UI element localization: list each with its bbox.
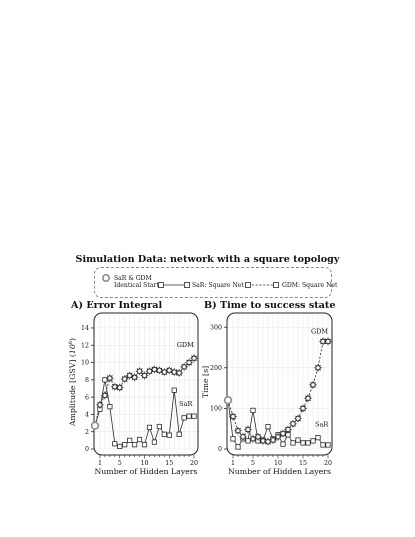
series-annotation-sar: SaR [179,399,193,408]
series-annotation-gdm: GDM [176,340,194,349]
gdm-data-point [151,366,157,372]
legend-gdm-label: GDM: Square Net [282,281,338,289]
sar-data-point [231,437,235,441]
sar-data-point [251,408,255,412]
sar-data-point [118,444,122,448]
y-axis-label-exponent: 6 [68,340,74,345]
sar-data-point [113,442,117,446]
gdm-data-point [255,434,261,440]
sar-data-point [162,432,166,436]
x-tick-label: 10 [273,460,283,467]
sar-data-point [306,441,310,445]
panel-a-error-integral [68,313,198,476]
y-axis-label-close: ) [68,337,77,341]
gdm-data-point [136,368,142,374]
y-tick-label: 0 [84,446,89,454]
sar-data-point [296,438,300,442]
sar-data-point [127,438,131,442]
gdm-data-point [295,415,301,421]
gdm-data-point [235,428,241,434]
x-tick-label: 15 [165,460,174,467]
y-tick-label: 14 [80,325,89,333]
gdm-data-point [275,434,281,440]
plot-frame [94,313,198,455]
x-tick-label: 1 [97,460,102,467]
gdm-data-point [300,405,306,411]
x-tick-label: 20 [323,460,333,467]
y-tick-label: 4 [84,411,89,419]
sar-data-point [321,443,325,447]
panel-b-title: B) Time to success state [204,300,336,311]
sar-data-point [246,439,250,443]
y-tick-label: 12 [80,342,89,350]
gdm-data-point [315,365,321,371]
sar-data-point [147,425,151,429]
sar-data-point [281,442,285,446]
x-tick-label: 10 [140,460,149,467]
gdm-data-point [117,384,123,390]
gdm-data-point [131,374,137,380]
y-tick-label: 2 [84,428,89,436]
sar-data-point [123,442,127,446]
x-tick-label: 5 [250,460,256,467]
x-axis-label: Number of Hidden Layers [227,467,332,476]
y-axis-label-main: Amplitude [GSV] ( [68,354,77,427]
gdm-data-point [245,426,251,432]
y-axis-label [201,366,210,398]
gdm-data-point [181,364,187,370]
gdm-data-point [171,369,177,375]
x-axis-label: Number of Hidden Layers [94,467,198,476]
sar-data-point [266,424,270,428]
gdm-data-point [240,434,246,440]
gdm-data-point [102,392,108,398]
gdm-data-point [305,395,311,401]
sar-data-point [108,404,112,408]
sar-data-point [291,441,295,445]
y-tick-label: 300 [209,324,222,332]
gdm-data-point [191,355,197,361]
sar-data-point [177,432,181,436]
panel-b-time-to-success [201,313,332,476]
gdm-data-point [107,375,113,381]
gdm-data-point [280,430,286,436]
x-tick-label: 1 [230,460,236,467]
sar-data-point [157,424,161,428]
gdm-data-point [230,413,236,419]
gdm-data-point [310,382,316,388]
start-point-marker [225,397,232,404]
sar-data-point [182,416,186,420]
y-tick-label: 200 [209,364,222,372]
gdm-data-point [285,426,291,432]
series-annotation-sar: SaR [315,420,329,429]
sar-data-point [142,442,146,446]
y-tick-label: 8 [84,377,89,385]
sar-data-point [172,388,176,392]
start-point-marker [92,422,99,429]
gdm-data-point [260,438,266,444]
sar-data-point [152,440,156,444]
gdm-data-point [270,437,276,443]
y-tick-label: 10 [80,359,89,367]
sar-data-point [137,437,141,441]
gdm-data-point [325,338,331,344]
sar-data-point [236,445,240,449]
gdm-data-point [112,384,118,390]
gdm-data-point [122,376,128,382]
gdm-data-point [290,421,296,427]
x-tick-label: 20 [190,460,199,467]
gdm-data-point [97,402,103,408]
sar-data-point [311,439,315,443]
sar-data-point [326,443,330,447]
legend-start-label-line2: Identical Start [114,282,159,290]
sar-data-point [187,414,191,418]
figure-title: Simulation Data: network with a square topology [75,254,340,265]
y-axis-label-main: Time [s] [201,365,210,399]
y-tick-label: 100 [209,405,222,413]
y-axis-label-base: 10 [68,344,77,355]
x-tick-label: 15 [298,460,308,467]
sar-data-point [301,441,305,445]
series-annotation-gdm: GDM [311,327,329,336]
y-axis-label [68,338,77,427]
sar-data-point [167,433,171,437]
gdm-data-point [186,359,192,365]
legend-sar-label: SaR: Square Net [192,281,244,289]
y-tick-label: 6 [84,394,89,402]
sar-data-point [132,442,136,446]
gdm-data-point [141,372,147,378]
sar-data-point [316,435,320,439]
legend-start-label-line1: SaR & GDM [114,275,152,282]
x-tick-label: 5 [117,460,122,467]
gdm-data-point [176,370,182,376]
sar-data-point [192,414,196,418]
y-tick-label: 0 [217,446,222,454]
panel-a-title: A) Error Integral [71,300,163,311]
